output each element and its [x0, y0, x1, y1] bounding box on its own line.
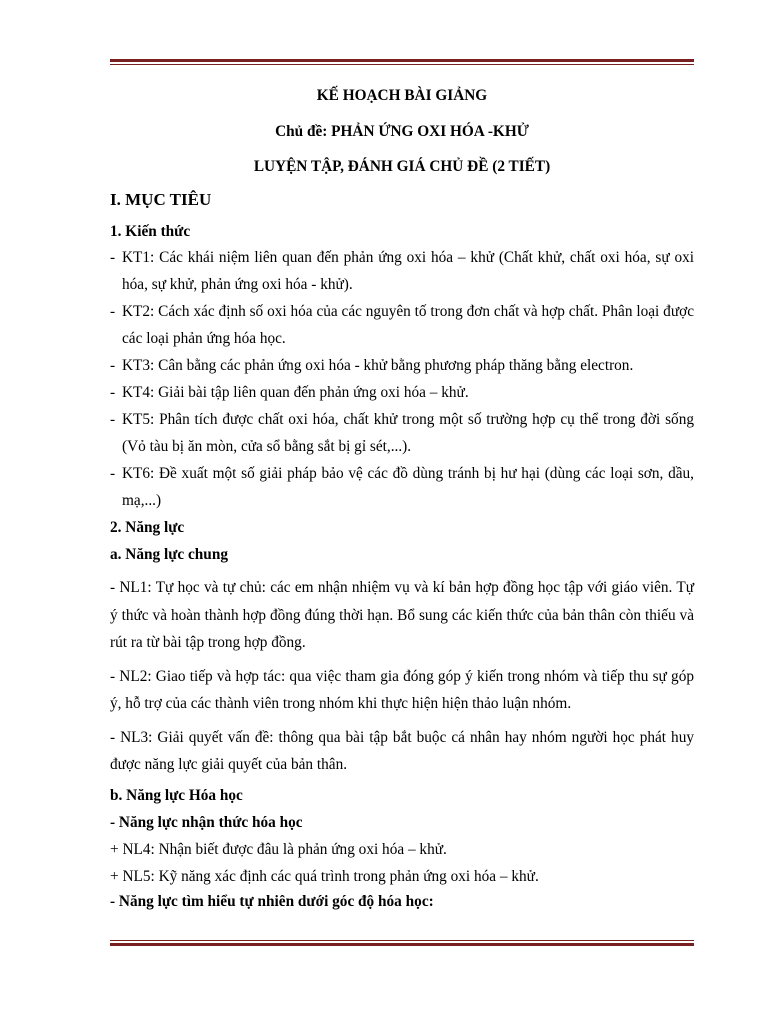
list-item: + NL4: Nhận biết được đâu là phản ứng oxi hóa – khử. — [110, 840, 447, 858]
doc-topic: Chủ đề: PHẢN ỨNG OXI HÓA -KHỬ — [275, 123, 529, 140]
knowledge-heading: 1. Kiến thức — [110, 223, 191, 240]
section-heading-objectives: I. MỤC TIÊU — [110, 190, 212, 209]
doc-subtitle: LUYỆN TẬP, ĐÁNH GIÁ CHỦ ĐỀ (2 TIẾT) — [253, 158, 551, 175]
list-item: - KT6: Đề xuất một số giải pháp bảo vệ các đồ dùng tránh bị hư hại (dùng các loại sơn, dầu, mạ,...) — [110, 465, 694, 509]
chem-competence-heading: b. Năng lực Hóa học — [110, 786, 243, 804]
list-item: - KT2: Cách xác định số oxi hóa của các nguyên tố trong đơn chất và hợp chất. Phân loại được các loại phản ứng hóa học. — [110, 303, 694, 347]
nature-heading: - Năng lực tìm hiểu tự nhiên dưới góc độ hóa học: — [110, 892, 434, 910]
paragraph: - NL1: Tự học và tự chủ: các em nhận nhiệm vụ và kí bản hợp đồng học tập với giáo viên. Tự ý thức và hoàn thành hợp đồng đúng thời hạn. Bổ sung các kiến thức của bản thân còn thiếu và rút ra từ bài tập trong hợp đồng. — [110, 579, 694, 651]
document-page — [110, 86, 694, 912]
list-item: + NL5: Kỹ năng xác định các quá trình trong phản ứng oxi hóa – khử. — [110, 867, 539, 885]
paragraph: - NL3: Giải quyết vấn đề: thông qua bài tập bắt buộc cá nhân hay nhóm người học phát huy được năng lực giải quyết của bản thân. — [110, 728, 694, 773]
cognition-heading: - Năng lực nhận thức hóa học — [110, 813, 303, 831]
list-item: - KT5: Phân tích được chất oxi hóa, chất khử trong một số trường hợp cụ thể trong đời sống (Vỏ tàu bị ăn mòn, cửa sổ bằng sắt bị gỉ sét,...). — [110, 411, 694, 455]
list-item: - KT1: Các khái niệm liên quan đến phản ứng oxi hóa – khử (Chất khử, chất oxi hóa, sự oxi hóa, sự khử, phản ứng oxi hóa - khử). — [110, 249, 694, 293]
footer-rule — [110, 940, 694, 946]
header-rule — [110, 59, 694, 65]
competence-heading: 2. Năng lực — [110, 519, 185, 536]
list-item: - KT4: Giải bài tập liên quan đến phản ứng oxi hóa – khử. — [110, 384, 469, 401]
doc-title: KẾ HOẠCH BÀI GIẢNG — [316, 87, 488, 104]
list-item: - KT3: Cân bằng các phản ứng oxi hóa - khử bằng phương pháp thăng bằng electron. — [110, 357, 634, 374]
general-competence-heading: a. Năng lực chung — [110, 546, 228, 563]
paragraph: - NL2: Giao tiếp và hợp tác: qua việc tham gia đóng góp ý kiến trong nhóm và tiếp thu sự góp ý, hỗ trợ của các thành viên trong nhóm khi thực hiện hiện thảo luận nhóm. — [110, 667, 694, 712]
